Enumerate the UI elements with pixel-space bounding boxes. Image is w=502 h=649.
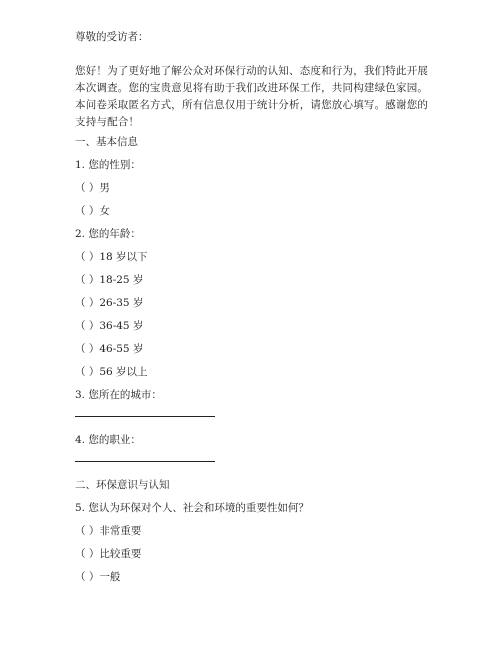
q2-option-36-45[interactable]: （ ）36-45 岁	[75, 320, 144, 332]
q3-answer-blank[interactable]	[75, 416, 215, 417]
question-3: 3. 您所在的城市：	[75, 389, 162, 401]
q2-option-26-35[interactable]: （ ）26-35 岁	[75, 297, 144, 309]
q5-option-average[interactable]: （ ）一般	[75, 571, 121, 583]
section-basic-info: 一、基本信息	[75, 136, 138, 148]
intro-paragraph: 您好！为了更好地了解公众对环保行动的认知、态度和行为，我们特此开展本次调查。您的宝贵意见将有助于我们改进环保工作，共同构建绿色家园。本问卷采取匿名方式，所有信息仅用于统计分析，请您放心填写。感谢您的支持与配合！	[75, 65, 429, 128]
question-4: 4. 您的职业：	[75, 434, 141, 446]
question-5: 5. 您认为环保对个人、社会和环境的重要性如何？	[75, 502, 309, 514]
q4-answer-blank[interactable]	[75, 461, 215, 462]
q2-option-18-25[interactable]: （ ）18-25 岁	[75, 274, 144, 286]
q1-option-male[interactable]: （ ）男	[75, 182, 110, 194]
question-2: 2. 您的年龄：	[75, 228, 141, 240]
question-1: 1. 您的性别：	[75, 159, 141, 171]
q2-option-under-18[interactable]: （ ）18 岁以下	[75, 251, 148, 263]
q5-option-fairly-important[interactable]: （ ）比较重要	[75, 548, 142, 560]
section-awareness: 二、环保意识与认知	[75, 479, 170, 491]
q2-option-56-plus[interactable]: （ ）56 岁以上	[75, 366, 148, 378]
q2-option-46-55[interactable]: （ ）46-55 岁	[75, 343, 144, 355]
q5-option-very-important[interactable]: （ ）非常重要	[75, 525, 142, 537]
greeting: 尊敬的受访者：	[75, 31, 149, 43]
q1-option-female[interactable]: （ ）女	[75, 205, 110, 217]
